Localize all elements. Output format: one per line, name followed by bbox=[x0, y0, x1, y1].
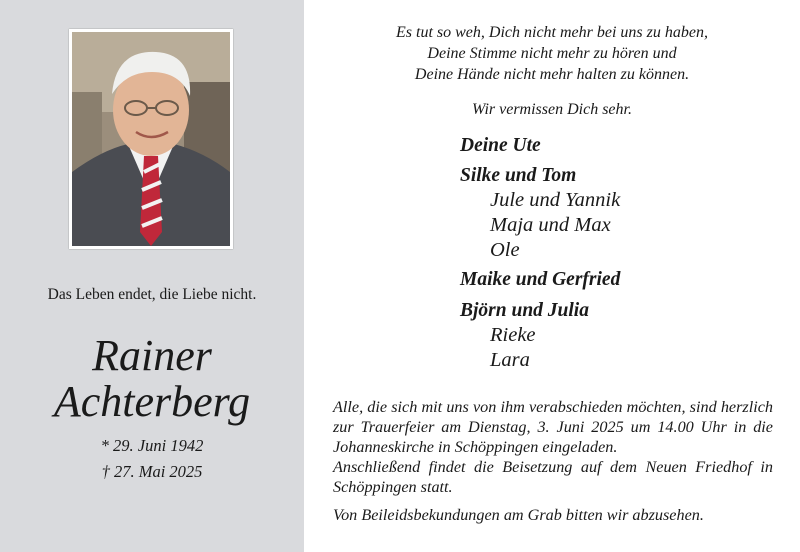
left-panel bbox=[0, 0, 304, 552]
funeral-notice bbox=[333, 397, 773, 525]
motto: Das Leben endet, die Liebe nicht. bbox=[47, 286, 257, 303]
poem-line: Deine Stimme nicht mehr zu hören und bbox=[427, 45, 677, 62]
family-member: Björn und Julia bbox=[460, 300, 589, 321]
condolences-text: Von Beileidsbekundungen am Grab bitten wir abzusehen. bbox=[333, 506, 704, 524]
deceased-first-name: Rainer bbox=[92, 331, 212, 380]
family-member: Rieke bbox=[490, 324, 536, 346]
family-member: Maja und Max bbox=[490, 214, 611, 236]
family-member: Ole bbox=[490, 239, 520, 261]
poem-closing: Wir vermissen Dich sehr. bbox=[472, 101, 632, 118]
portrait-image bbox=[72, 32, 230, 246]
portrait-photo bbox=[69, 29, 233, 249]
right-panel bbox=[304, 0, 800, 552]
family-member: Lara bbox=[490, 349, 530, 371]
poem-line: Es tut so weh, Dich nicht mehr bei uns zu haben, bbox=[396, 24, 708, 41]
poem bbox=[304, 22, 800, 85]
family-member: Deine Ute bbox=[460, 135, 541, 156]
family-member: Jule und Yannik bbox=[490, 189, 621, 211]
poem-line: Deine Hände nicht mehr halten zu können. bbox=[414, 66, 690, 83]
birth-date: * 29. Juni 1942 bbox=[100, 436, 204, 455]
family-member: Silke und Tom bbox=[460, 165, 577, 186]
invitation-text: Alle, die sich mit uns von ihm verabschieden möchten, sind herzlich zur Trauerfeier am Dienstag, 3. Juni 2025 um 14.00 Uhr in die Johanneskirche in Schöppingen eingeladen. bbox=[333, 398, 773, 456]
burial-text: Anschließend findet die Beisetzung auf dem Neuen Friedhof in Schöppingen statt. bbox=[333, 458, 773, 496]
death-date: † 27. Mai 2025 bbox=[101, 462, 203, 481]
deceased-last-name: Achterberg bbox=[53, 377, 251, 426]
family-member: Maike und Gerfried bbox=[460, 269, 621, 290]
